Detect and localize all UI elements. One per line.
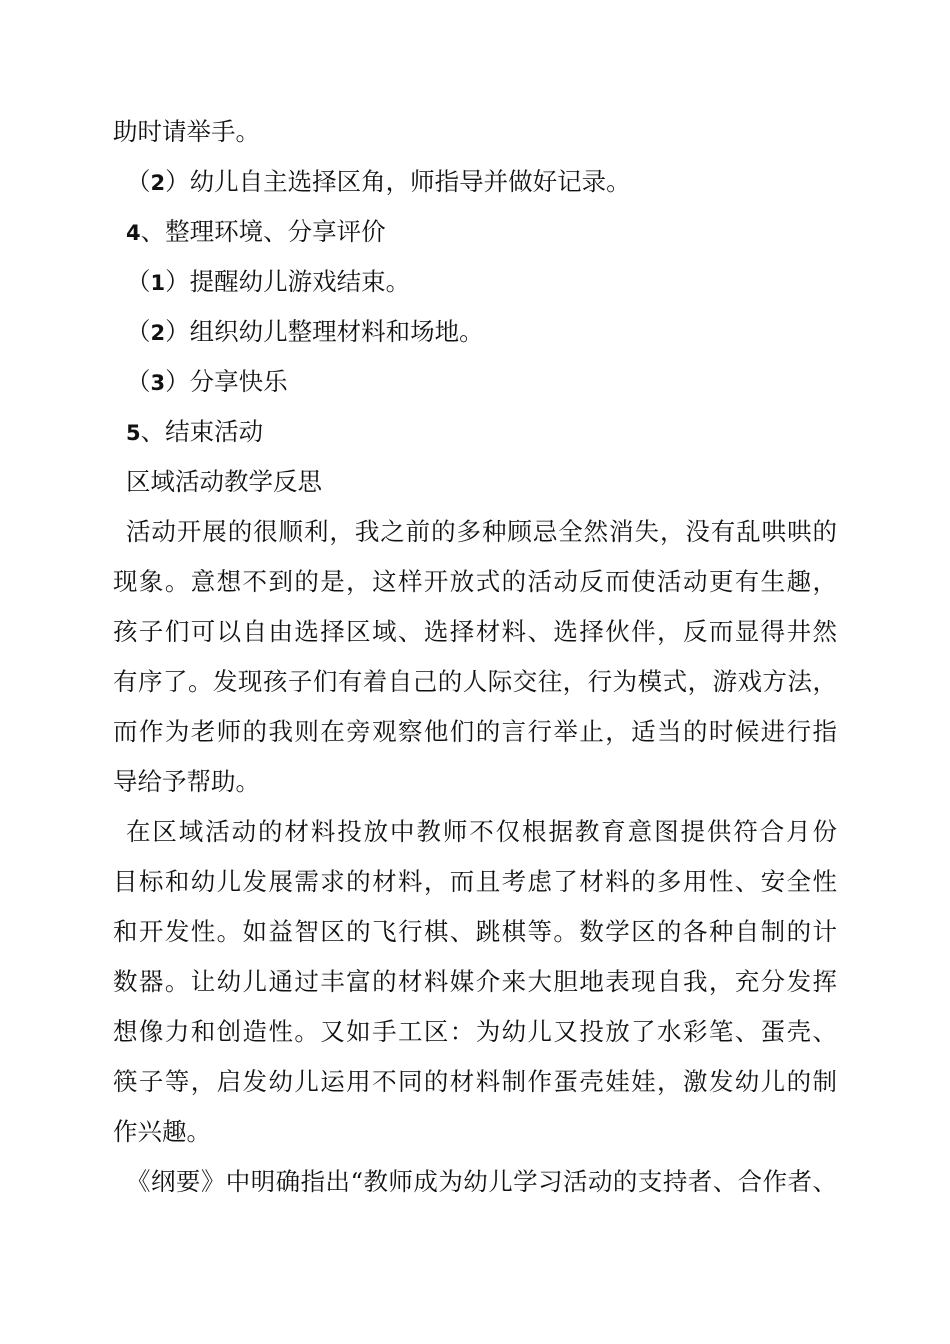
list-item-2 — [113, 307, 837, 357]
line-text: 数器。让幼儿通过丰富的材料媒介来大胆地表现自我，充分发挥 — [113, 967, 837, 996]
paragraph-line — [113, 607, 837, 657]
section-title: 、结束活动 — [140, 417, 264, 446]
line-text: 现象。意想不到的是，这样开放式的活动反而使活动更有生趣， — [113, 567, 837, 596]
line-text: 孩子们可以自由选择区域、选择材料、选择伙伴，反而显得井然 — [113, 617, 837, 646]
item-text: ）幼儿自主选择区角，师指导并做好记录。 — [165, 167, 631, 196]
line-text: 有序了。发现孩子们有着自己的人际交往，行为模式，游戏方法， — [113, 667, 837, 696]
section-number: 4 — [126, 221, 141, 245]
item-text: ）组织幼儿整理材料和场地。 — [165, 317, 484, 346]
paragraph-line — [113, 1157, 837, 1207]
paragraph-line — [113, 857, 837, 907]
line-text: 筷子等，启发幼儿运用不同的材料制作蛋壳娃娃，激发幼儿的制 — [113, 1067, 837, 1096]
list-item-1 — [113, 257, 837, 307]
section-heading-5 — [113, 407, 837, 457]
paren-open: （ — [126, 267, 151, 296]
paren-open: （ — [126, 367, 151, 396]
line-text: 导给予帮助。 — [113, 767, 260, 796]
paragraph-line — [113, 1057, 837, 1107]
line-text: 和开发性。如益智区的飞行棋、跳棋等。数学区的各种自制的计 — [113, 917, 837, 946]
paren-open: （ — [126, 167, 151, 196]
list-item-3 — [113, 357, 837, 407]
item-number: 2 — [150, 171, 166, 195]
paragraph-line — [113, 707, 837, 757]
line-text: 活动开展的很顺利，我之前的多种顾忌全然消失，没有乱哄哄的 — [126, 517, 837, 546]
line-text: 作兴趣。 — [113, 1117, 211, 1146]
section-number: 5 — [126, 421, 141, 445]
line-text: 《纲要》中明确指出“教师成为幼儿学习活动的支持者、合作者、 — [126, 1167, 837, 1196]
item-text: ）分享快乐 — [165, 367, 288, 396]
paragraph-line — [113, 757, 837, 807]
item-number: 3 — [150, 371, 166, 395]
item-number: 2 — [150, 321, 166, 345]
paragraph-line — [113, 107, 837, 157]
line-text: 想像力和创造性。又如手工区：为幼儿又投放了水彩笔、蛋壳、 — [113, 1017, 837, 1046]
line-text: 在区域活动的材料投放中教师不仅根据教育意图提供符合月份 — [126, 817, 837, 846]
paragraph-line — [113, 1107, 837, 1157]
reflection-heading — [113, 457, 837, 507]
paren-open: （ — [126, 317, 151, 346]
document-body — [113, 107, 837, 1207]
item-text: ）提醒幼儿游戏结束。 — [165, 267, 411, 296]
paragraph-line — [113, 907, 837, 957]
item-number: 1 — [150, 271, 166, 295]
section-title: 、整理环境、分享评价 — [140, 217, 386, 246]
paragraph-line — [113, 807, 837, 857]
paragraph-line — [113, 557, 837, 607]
paragraph-line — [113, 657, 837, 707]
paragraph-line — [113, 1007, 837, 1057]
heading-text: 区域活动教学反思 — [126, 467, 322, 496]
list-item-2 — [113, 157, 837, 207]
line-text: 而作为老师的我则在旁观察他们的言行举止，适当的时候进行指 — [113, 717, 837, 746]
paragraph-line — [113, 507, 837, 557]
paragraph-line — [113, 957, 837, 1007]
line-text: 目标和幼儿发展需求的材料，而且考虑了材料的多用性、安全性 — [113, 867, 837, 896]
section-heading-4 — [113, 207, 837, 257]
line-text: 助时请举手。 — [113, 117, 260, 146]
